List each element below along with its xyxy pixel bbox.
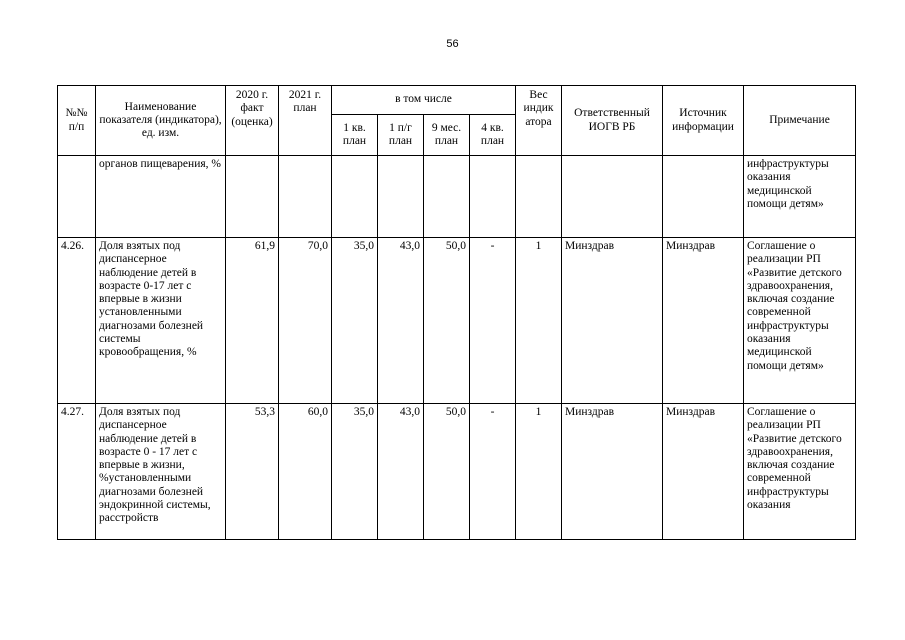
- cell-m9: 50,0: [424, 238, 470, 404]
- cell-2021: [279, 156, 332, 238]
- header-2020: 2020 г. факт (оценка): [226, 86, 279, 156]
- cell-q1: 35,0: [332, 238, 378, 404]
- cell-name: Доля взятых под диспансерное наблюдение детей в возрасте 0-17 лет с впервые в жизни установленными диагнозами болезней системы кровообращения, %: [96, 238, 226, 404]
- cell-source: [663, 156, 744, 238]
- cell-weight: [516, 156, 562, 238]
- cell-2020: [226, 156, 279, 238]
- cell-h1: 43,0: [378, 238, 424, 404]
- header-q1: 1 кв. план: [332, 115, 378, 156]
- table-row: [58, 238, 856, 404]
- cell-2020: 53,3: [226, 404, 279, 540]
- header-q4: 4 кв. план: [470, 115, 516, 156]
- cell-q1: 35,0: [332, 404, 378, 540]
- cell-2020: 61,9: [226, 238, 279, 404]
- cell-q4: -: [470, 238, 516, 404]
- cell-h1: [378, 156, 424, 238]
- header-source: Источник информации: [663, 86, 744, 156]
- header-num: №№ п/п: [58, 86, 96, 156]
- page-number: 56: [446, 38, 459, 50]
- cell-source: Минздрав: [663, 404, 744, 540]
- header-h1: 1 п/г план: [378, 115, 424, 156]
- cell-note: инфраструктуры оказания медицинской помощи детям»: [744, 156, 856, 238]
- cell-weight: 1: [516, 238, 562, 404]
- header-m9: 9 мес. план: [424, 115, 470, 156]
- table-row: [58, 404, 856, 540]
- cell-responsible: [562, 156, 663, 238]
- header-responsible: Ответственный ИОГВ РБ: [562, 86, 663, 156]
- cell-h1: 43,0: [378, 404, 424, 540]
- cell-q1: [332, 156, 378, 238]
- cell-responsible: Минздрав: [562, 238, 663, 404]
- cell-responsible: Минздрав: [562, 404, 663, 540]
- header-name: Наименование показателя (индикатора), ед. изм.: [96, 86, 226, 156]
- table-row: [58, 156, 856, 238]
- cell-m9: [424, 156, 470, 238]
- header-weight: Вес индик атора: [516, 86, 562, 156]
- cell-note: Соглашение о реализации РП «Развитие детского здравоохранения, включая создание современной инфраструктуры оказания медицинской помощи детям»: [744, 238, 856, 404]
- cell-weight: 1: [516, 404, 562, 540]
- cell-q4: -: [470, 404, 516, 540]
- cell-name: Доля взятых под диспансерное наблюдение детей в возрасте 0 - 17 лет с впервые в жизни, %установленными диагнозами болезней эндокринной системы, расстройств: [96, 404, 226, 540]
- cell-num: 4.26.: [58, 238, 96, 404]
- header-note: Примечание: [744, 86, 856, 156]
- cell-name: органов пищеварения, %: [96, 156, 226, 238]
- cell-note: Соглашение о реализации РП «Развитие детского здравоохранения, включая создание современной инфраструктуры оказания: [744, 404, 856, 540]
- cell-m9: 50,0: [424, 404, 470, 540]
- cell-num: [58, 156, 96, 238]
- cell-source: Минздрав: [663, 238, 744, 404]
- header-including: в том числе: [332, 86, 516, 115]
- cell-q4: [470, 156, 516, 238]
- indicators-table: [57, 85, 856, 540]
- header-2021: 2021 г. план: [279, 86, 332, 156]
- cell-2021: 70,0: [279, 238, 332, 404]
- cell-2021: 60,0: [279, 404, 332, 540]
- cell-num: 4.27.: [58, 404, 96, 540]
- table-header-row: [58, 86, 856, 115]
